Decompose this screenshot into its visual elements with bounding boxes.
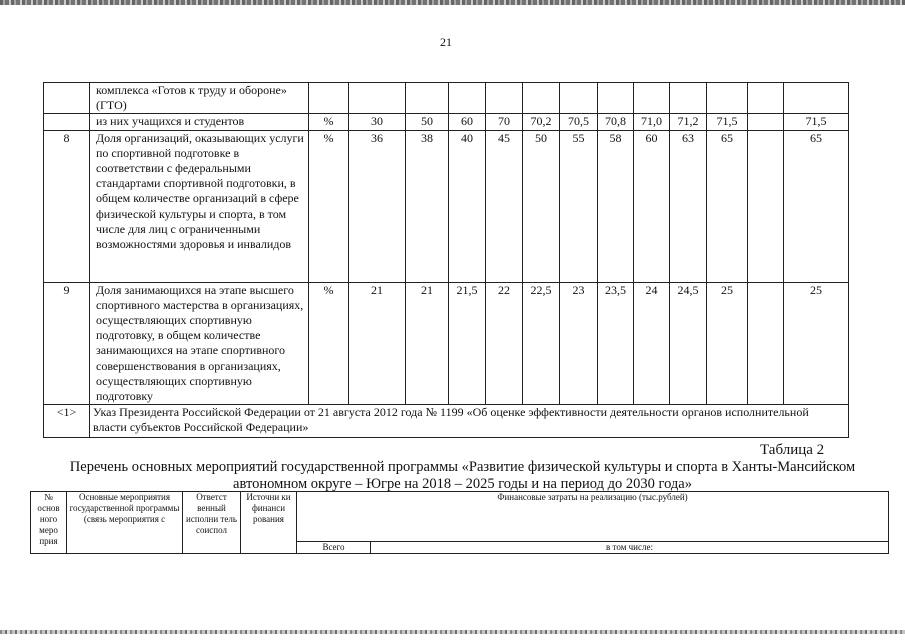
value-cell: 21 [349,282,406,405]
unit-cell: % [309,130,349,282]
value-cell: 70,8 [598,114,634,130]
value-cell: 63 [670,130,707,282]
value-cell: 71,0 [634,114,670,130]
header-activities: Основные мероприятия государственной программы (связь мероприятия с [67,492,183,554]
header-total: Всего [297,542,371,554]
value-cell: 70,2 [523,114,560,130]
table-row [44,114,849,130]
table-row [44,282,849,405]
table-header-row [31,492,889,542]
row-number: 9 [44,282,90,405]
value-cell [707,83,748,114]
header-costs: Финансовые затраты на реализацию (тыс.рублей) [297,492,889,542]
value-cell: 24 [634,282,670,405]
value-cell: 25 [707,282,748,405]
value-cell: 45 [486,130,523,282]
value-cell: 22 [486,282,523,405]
value-cell: 21 [406,282,449,405]
table-caption: Перечень основных мероприятий государственной программы «Развитие физической культуры и спорта в Ханты-Мансийском автономном округе – Югре на 2018 – 2025 годы и на период до 2030 года» [69,459,856,492]
value-cell: 60 [634,130,670,282]
value-cell [406,83,449,114]
table-row [44,83,849,114]
value-cell: 71,5 [784,114,849,130]
value-cell [634,83,670,114]
value-cell: 65 [707,130,748,282]
row-number: 8 [44,130,90,282]
page-number: 21 [440,35,452,49]
value-cell [449,83,486,114]
value-cell [523,83,560,114]
unit-cell [309,83,349,114]
footnote-mark: <1> [44,405,90,438]
value-cell: 21,5 [449,282,486,405]
value-cell [748,282,784,405]
value-cell: 55 [560,130,598,282]
scan-bottom-edge [0,630,905,634]
header-number: № основ ного меро прия [31,492,67,554]
header-responsible: Ответст венный исполни тель соиспол [183,492,241,554]
indicator-name: Доля организаций, оказывающих услуги по спортивной подготовке в соответствии с федеральными стандартами спортивной подготовки, в общем количестве организаций в сфере физической культуры и спорта, в том числе для лиц с ограниченными возможностями здоровья и инвалидов [90,130,309,282]
value-cell: 36 [349,130,406,282]
value-cell: 50 [523,130,560,282]
value-cell: 60 [449,114,486,130]
value-cell: 50 [406,114,449,130]
value-cell: 65 [784,130,849,282]
value-cell [560,83,598,114]
value-cell [670,83,707,114]
value-cell: 58 [598,130,634,282]
value-cell: 23,5 [598,282,634,405]
value-cell: 24,5 [670,282,707,405]
row-number [44,83,90,114]
value-cell [598,83,634,114]
value-cell [349,83,406,114]
footnote-row [44,405,849,438]
indicator-name: из них учащихся и студентов [90,114,309,130]
table-row [44,130,849,282]
table-label: Таблица 2 [760,442,825,458]
activities-table [30,491,889,554]
value-cell: 30 [349,114,406,130]
value-cell: 71,2 [670,114,707,130]
indicators-table [43,82,849,438]
indicator-name: комплекса «Готов к труду и обороне» (ГТО) [90,83,309,114]
value-cell [748,83,784,114]
row-number [44,114,90,130]
header-sources: Источни ки финанси рования [241,492,297,554]
indicator-name: Доля занимающихся на этапе высшего спортивного мастерства в организациях, осуществляющих спортивную подготовку, в общем количестве занимающихся на этапе спортивного совершенствования в организациях, осуществляющих спортивную подготовку [90,282,309,405]
value-cell: 23 [560,282,598,405]
value-cell [784,83,849,114]
value-cell [748,130,784,282]
value-cell: 70 [486,114,523,130]
value-cell: 40 [449,130,486,282]
value-cell [748,114,784,130]
value-cell: 71,5 [707,114,748,130]
unit-cell: % [309,114,349,130]
header-including: в том числе: [371,542,889,554]
value-cell: 25 [784,282,849,405]
scan-top-edge [0,0,905,5]
unit-cell: % [309,282,349,405]
value-cell [486,83,523,114]
value-cell: 70,5 [560,114,598,130]
value-cell: 22,5 [523,282,560,405]
footnote-text: Указ Президента Российской Федерации от 21 августа 2012 года № 1199 «Об оценке эффективности деятельности органов исполнительной власти субъектов Российской Федерации» [90,405,849,438]
value-cell: 38 [406,130,449,282]
